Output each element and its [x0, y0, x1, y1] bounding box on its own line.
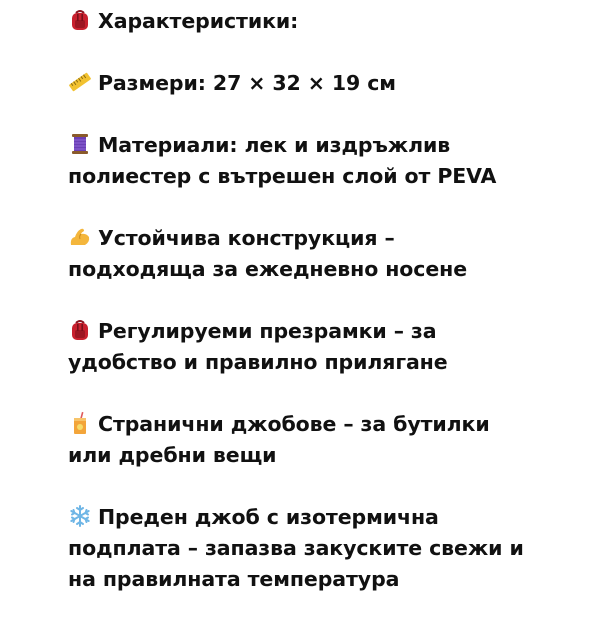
feature-construction-text-1: Устойчива конструкция –: [98, 226, 395, 250]
feature-front-pocket: [68, 502, 588, 595]
feature-straps-text-2: удобство и правилно прилягане: [68, 350, 448, 374]
feature-side-pockets: [68, 409, 588, 471]
feature-materials: [68, 130, 588, 192]
feature-construction-text-2: подходяща за ежедневно носене: [68, 257, 468, 281]
feature-front-pocket-text-2: подплата – запазва закуските свежи и: [68, 536, 524, 560]
backpack-icon: [68, 318, 92, 342]
feature-materials-text-1: Материали: лек и издръжлив: [98, 133, 451, 157]
backpack-icon: [68, 8, 92, 32]
feature-materials-text-2: полиестер с вътрешен слой от PEVA: [68, 164, 497, 188]
feature-front-pocket-text-1: Преден джоб с изотермична: [98, 505, 439, 529]
features-heading-block: [68, 6, 588, 37]
thread-spool-icon: [68, 132, 92, 156]
ruler-icon: [68, 70, 92, 94]
juice-box-icon: [68, 411, 92, 435]
snowflake-icon: [68, 504, 92, 528]
flexed-biceps-icon: [68, 225, 92, 249]
feature-side-pockets-text-2: или дребни вещи: [68, 443, 277, 467]
feature-side-pockets-text-1: Странични джобове – за бутилки: [98, 412, 490, 436]
feature-dimensions-text: Размери: 27 × 32 × 19 см: [98, 71, 396, 95]
feature-construction: [68, 223, 588, 285]
feature-straps: [68, 316, 588, 378]
feature-front-pocket-text-3: на правилната температура: [68, 567, 400, 591]
features-heading-text: Характеристики:: [98, 9, 299, 33]
feature-straps-text-1: Регулируеми презрамки – за: [98, 319, 437, 343]
feature-dimensions: [68, 68, 588, 99]
product-features: [68, 6, 588, 626]
features-heading: [68, 6, 588, 37]
